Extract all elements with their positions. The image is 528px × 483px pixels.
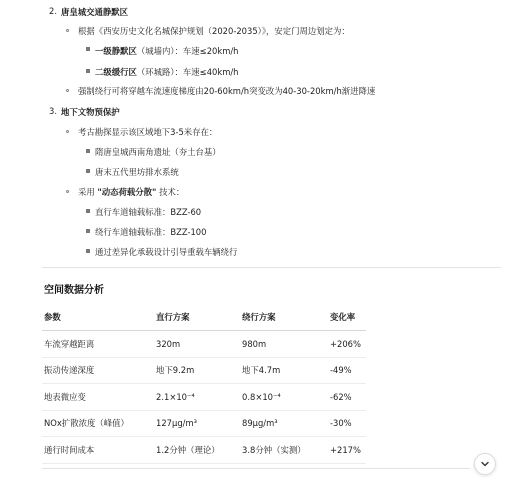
table-cell: 127μg/m³ [154,410,240,437]
bullet-square [86,249,90,253]
zone-1-name: 一级静默区 [95,46,137,56]
table-cell: 980m [240,331,328,358]
table-cell: 地下4.7m [240,357,328,384]
bottom-divider [42,468,470,469]
tech-prefix: 采用 [78,187,98,197]
bullet-square [86,229,90,233]
tech-suffix: 技术： [156,187,185,197]
site-1: 隋唐皇城西南角遗址（夯土台基） [95,147,221,157]
bullet-square [86,69,90,73]
table-cell: 车流穿越距离 [42,331,154,358]
table-cell: 通行时间成本 [42,437,154,464]
bullet-hollow [66,89,69,92]
table-cell: +217% [328,437,366,464]
bullet-square [86,47,90,51]
column-header: 变化率 [328,303,366,331]
bullet-square [86,149,90,153]
item-2-sub1: 根据《西安历史文化名城保护规划（2020-2035）》，安定门周边划定为： [78,26,350,36]
table-cell: -49% [328,357,366,384]
bullet-hollow [66,130,69,133]
zone-1-desc: （城墙内）：车速≤20km/h [136,46,239,56]
table-cell: 1.2分钟（理论） [154,437,240,464]
bullet-hollow [66,190,69,193]
table-header-row [42,303,366,331]
bullet-square [86,169,90,173]
chevron-down-icon [480,459,490,469]
table-cell: 地表微应变 [42,384,154,411]
standard-3: 通过差异化承载设计引导重载车辆绕行 [95,247,238,257]
table-cell: 89μg/m³ [240,410,328,437]
zone-2-name: 二级缓行区 [95,67,137,77]
standard-1: 直行车道轴载标准：BZZ-60 [95,207,202,217]
table-row [42,437,366,464]
table-cell: 320m [154,331,240,358]
item-3-sub1: 考古勘探显示该区域地下3-5米存在： [78,127,218,137]
column-header: 直行方案 [154,303,240,331]
column-header: 绕行方案 [240,303,328,331]
bullet-hollow [66,29,69,32]
table-cell: -62% [328,384,366,411]
section-divider [42,267,501,268]
item-3-sub2 [78,186,184,198]
table-row [42,331,366,358]
item-2-sub2: 强制绕行可将穿越车流速度梯度由20-60km/h突变改为40-30-20km/h渐进降速 [78,86,376,96]
item-2-title: 唐皇城交通静默区 [61,7,128,17]
list-number-3: 3. [49,106,57,116]
site-2: 唐末五代里坊排水系统 [95,167,179,177]
table-cell: 振动传递深度 [42,357,154,384]
scroll-down-button[interactable] [474,453,496,475]
table-cell: 3.8分钟（实测） [240,437,328,464]
zone-1-line [95,45,239,57]
zone-2-line [95,66,239,78]
table-row [42,357,366,384]
table-cell: 2.1×10⁻⁴ [154,384,240,411]
table-row [42,410,366,437]
table-cell: NOx扩散浓度（峰值） [42,410,154,437]
list-number-2: 2. [49,6,57,16]
table-cell: -30% [328,410,366,437]
standard-2: 绕行车道轴载标准：BZZ-100 [95,227,207,237]
tech-name: "动态荷载分散" [97,187,157,197]
bullet-square [86,209,90,213]
table-cell: +206% [328,331,366,358]
column-header: 参数 [42,303,154,331]
section-title: 空间数据分析 [44,285,104,296]
data-table [42,303,366,464]
zone-2-desc: （环城路）：车速≤40km/h [136,67,239,77]
table-row [42,384,366,411]
item-3-title: 地下文物预保护 [61,107,120,117]
table-cell: 地下9.2m [154,357,240,384]
table-cell: 0.8×10⁻⁴ [240,384,328,411]
